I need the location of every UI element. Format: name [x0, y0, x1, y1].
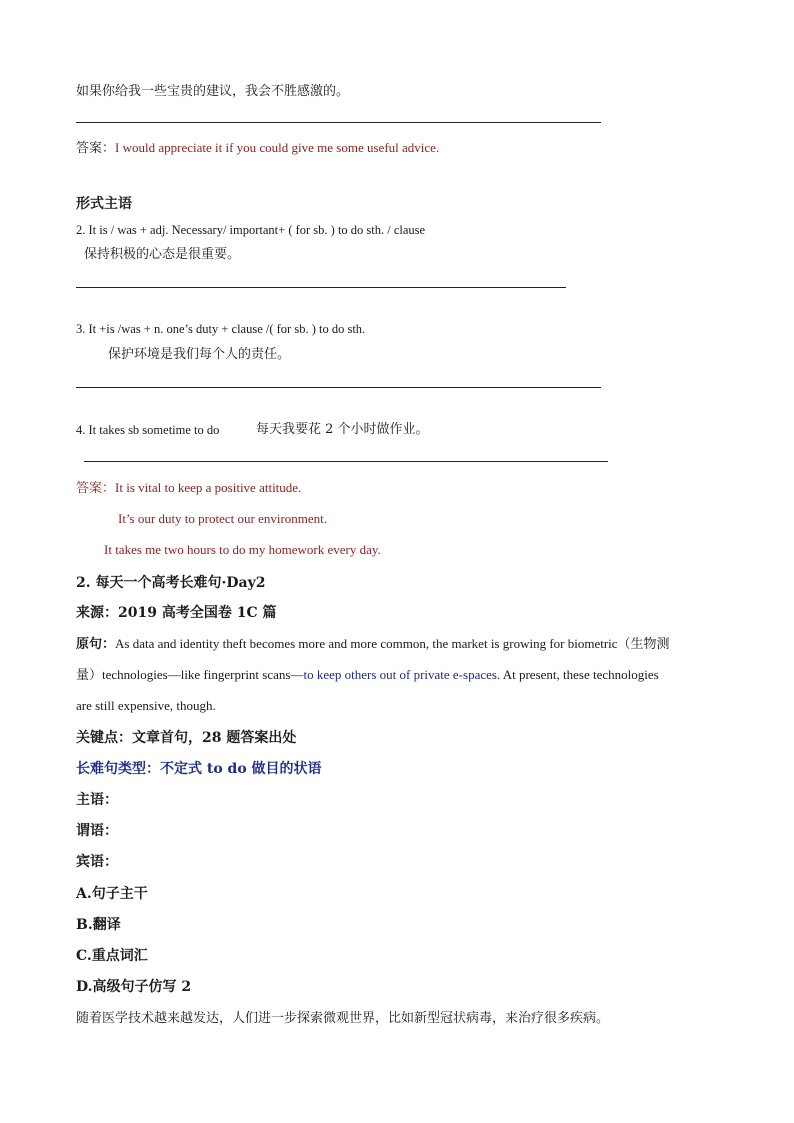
sentence-type [76, 761, 322, 777]
answer-1 [76, 140, 439, 156]
item-3-prompt: 保护环境是我们每个人的责任。 [108, 347, 291, 362]
original-text-1: As data and identity theft becomes more and more common, the market is growing for biometric（生物测 [115, 636, 670, 651]
item-2-prompt: 保持积极的心态是很重要。 [84, 247, 241, 262]
answer-label: 答案： [76, 140, 116, 155]
subject-label: 主语： [76, 792, 118, 808]
heading-source: 来源：2019 高考全国卷 1C 篇 [76, 605, 277, 621]
section-formal-subject: 形式主语 [76, 196, 132, 212]
object-label: 宾语： [76, 854, 118, 870]
original-purpose-clause: to keep others out of private e-spaces. [303, 667, 501, 682]
heading-day2: 2. 每天一个高考长难句·Day2 [76, 575, 266, 591]
answer-2 [76, 480, 301, 496]
answer-text: I would appreciate it if you could give me some useful advice. [115, 140, 440, 155]
practice-sentence-1: 如果你给我一些宝贵的建议，我会不胜感激的。 [76, 84, 350, 99]
answer-line-3 [76, 387, 601, 388]
original-text-2c: At present, these technologies [500, 667, 659, 682]
item-2-pattern: 2. It is / was + adj. Necessary/ important+ ( for sb. ) to do sth. / clause [76, 223, 426, 237]
answer-text: It is vital to keep a positive attitude. [115, 480, 302, 495]
key-point: 关键点：文章首句，28 题答案出处 [76, 730, 297, 746]
item-4-prompt: 每天我要花 2 个小时做作业。 [256, 422, 429, 437]
original-line-1 [76, 636, 670, 653]
section-b: B.翻译 [76, 917, 121, 933]
answer-2-line-2: It’s our duty to protect our environment. [118, 511, 328, 526]
answer-line-1 [76, 122, 601, 123]
answer-label: 答案： [76, 480, 116, 495]
answer-2-line-3: It takes me two hours to do my homework every day. [104, 542, 381, 557]
original-line-2 [76, 667, 659, 683]
answer-line-2 [76, 287, 566, 288]
section-d: D.高级句子仿写 2 [76, 979, 192, 995]
section-c: C.重点词汇 [76, 948, 148, 964]
item-4-pattern: 4. It takes sb sometime to do [76, 423, 220, 437]
sentence-type-value: 不定式 to do 做目的状语 [160, 761, 322, 777]
answer-line-4 [84, 461, 608, 462]
original-line-3: are still expensive, though. [76, 698, 216, 713]
imitation-prompt: 随着医学技术越来越发达，人们进一步探索微观世界，比如新型冠状病毒，来治疗很多疾病。 [76, 1011, 610, 1026]
item-3-pattern: 3. It +is /was + n. one’s duty + clause /( for sb. ) to do sth. [76, 322, 366, 336]
predicate-label: 谓语： [76, 823, 118, 839]
sentence-type-label: 长难句类型： [76, 761, 160, 777]
original-text-2a: 量）technologies—like fingerprint scans— [76, 667, 304, 682]
original-label: 原句： [76, 637, 116, 652]
section-a: A.句子主干 [76, 886, 148, 902]
